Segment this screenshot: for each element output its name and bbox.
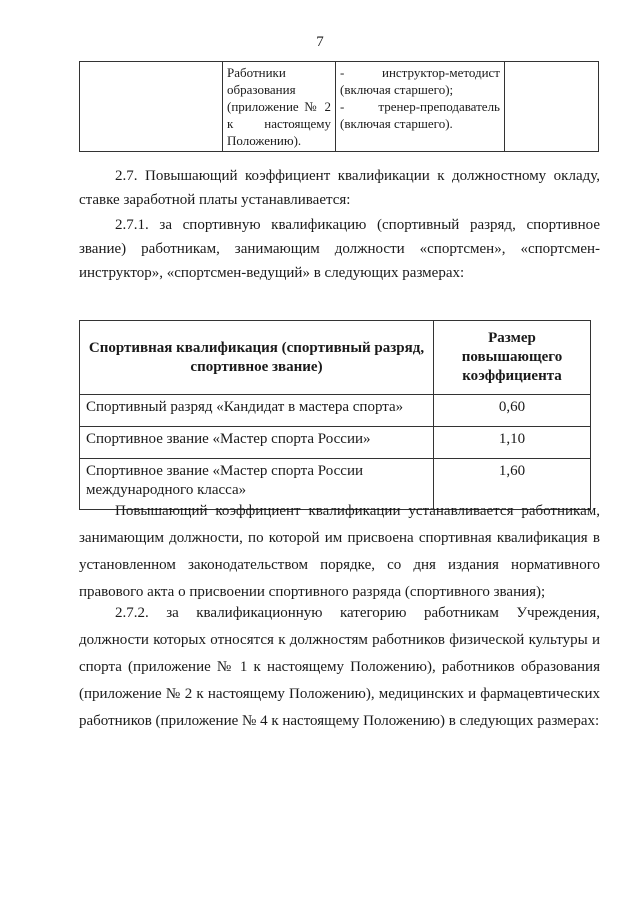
coefficient-cell: 1,60 [434, 459, 591, 510]
section-2-7-2-paragraph: 2.7.2. за квалификационную категорию работникам Учреждения, должности которых относятся к должностям работников физической культуры и спорта (приложение № 1 к настоящему Положению), работников образования (приложение № 2 к настоящему Положению), медицинских и фармацевтических работников (приложение № 4 к настоящему Положению) в следующих размерах: [79, 605, 600, 729]
coefficient-cell: 0,60 [434, 395, 591, 427]
positions-cell [336, 62, 505, 152]
header-qualification: Спортивная квалификация (спортивный разряд, спортивное звание) [80, 321, 434, 395]
employee-group-cell: Работники образования (приложение № 2 к настоящему Положению). [223, 62, 336, 152]
position-name: инструктор-методист [382, 65, 500, 80]
qualification-table [79, 320, 591, 510]
position-name: тренер-преподаватель [378, 99, 500, 114]
position-note: (включая старшего); [340, 82, 454, 97]
table-row [80, 427, 591, 459]
table-header-row [80, 321, 591, 395]
page-number: 7 [316, 34, 324, 50]
table-cell-empty [80, 62, 223, 152]
header-coefficient: Размер повышающего коэффициента [434, 321, 591, 395]
qualification-cell: Спортивное звание «Мастер спорта России международного класса» [80, 459, 434, 510]
list-dash: - [340, 99, 345, 114]
qualification-cell: Спортивное звание «Мастер спорта России» [80, 427, 434, 459]
section-2-7-paragraph: 2.7. Повышающий коэффициент квалификации к должностному окладу, ставке заработной платы устанавливается: [79, 168, 600, 208]
qualification-cell: Спортивный разряд «Кандидат в мастера спорта» [80, 395, 434, 427]
section-2-7-1-paragraph: 2.7.1. за спортивную квалификацию (спортивный разряд, спортивное звание) работникам, занимающим должности «спортсмен», «спортсмен-инструктор», «спортсмен-ведущий» в следующих размерах: [79, 217, 600, 281]
table-row [80, 62, 599, 152]
coefficient-conditions-paragraph: Повышающий коэффициент квалификации устанавливается работникам, занимающим должности, по которой им присвоена спортивная квалификация в установленном законодательством порядке, со дня издания нормативного правового акта о присвоении спортивного разряда (спортивного звания); [79, 503, 600, 600]
positions-table [79, 61, 599, 152]
table-row [80, 395, 591, 427]
position-item [340, 64, 500, 81]
list-dash: - [340, 65, 345, 80]
table-cell-empty [505, 62, 599, 152]
position-note: (включая старшего). [340, 116, 453, 131]
position-item [340, 98, 500, 115]
coefficient-cell: 1,10 [434, 427, 591, 459]
